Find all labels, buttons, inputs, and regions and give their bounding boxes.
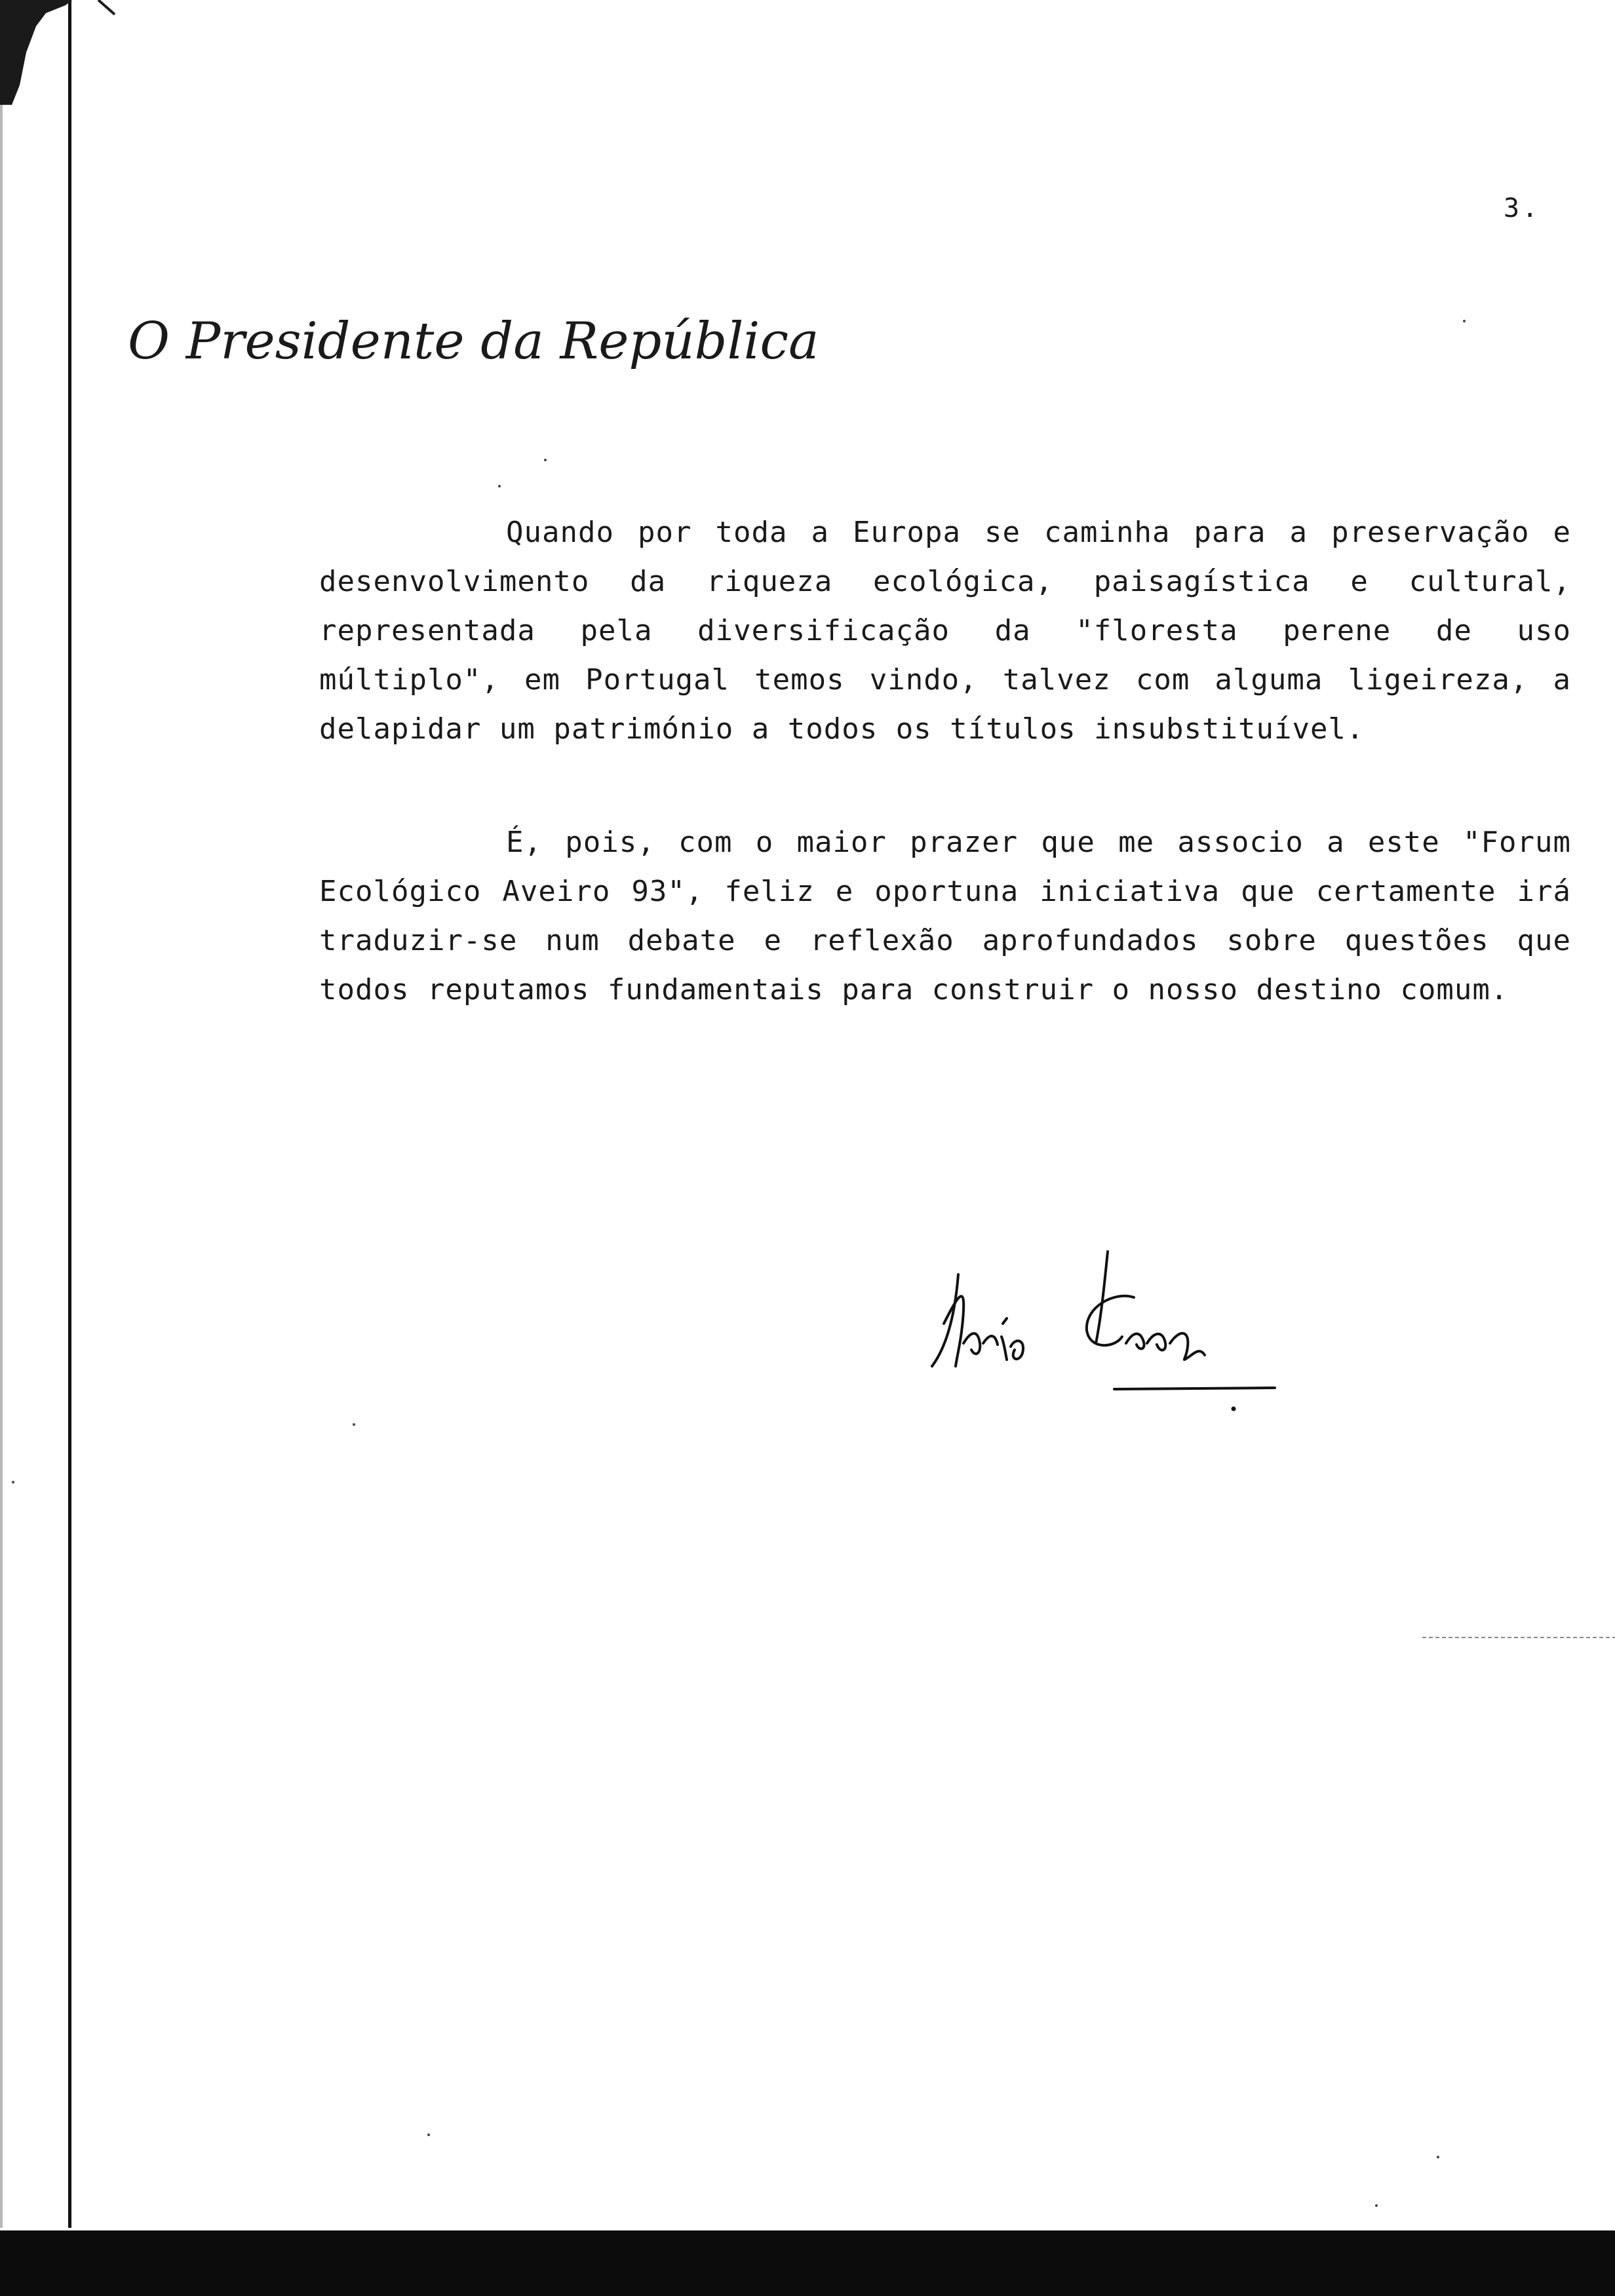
scan-bottom-edge — [0, 2230, 1615, 2296]
letter-body — [319, 508, 1571, 1079]
scan-dotted-line — [1422, 1637, 1615, 1638]
paragraph-2: É, pois, com o maior prazer que me associo a este "Forum Ecológico Aveiro 93", feliz e oportuna iniciativa que certamente irá traduzir-se num debate e reflexão aprofundados sobre questões que todos reputamos fundamentais para construir o nosso destino comum. — [319, 826, 1571, 1006]
scan-speck — [544, 459, 547, 461]
scan-speck — [1463, 320, 1466, 322]
scan-speck — [12, 1481, 14, 1483]
scan-speck — [427, 2133, 430, 2136]
scan-speck — [353, 1423, 355, 1426]
scan-binding-edge — [68, 0, 71, 2228]
paragraph-1: Quando por toda a Europa se caminha para a preservação e desenvolvimento da riqueza ecológica, paisagística e cultural, representada pela diversificação da "floresta perene de uso múltiplo", em Portugal temos vindo, talvez com alguma ligeireza, a delapidar um património a todos os títulos insubstituível. — [319, 516, 1571, 746]
scan-edge-shadow — [0, 0, 3, 2228]
letterhead — [128, 305, 819, 390]
letterhead-text: O Presidente da República — [128, 312, 819, 371]
scan-speck — [1375, 2204, 1378, 2207]
scan-speck — [498, 485, 501, 488]
handwritten-signature — [918, 1245, 1285, 1415]
scan-corner-mark — [0, 0, 79, 105]
scan-speck — [1437, 2156, 1439, 2158]
page-number: 3. — [1504, 193, 1541, 223]
signature — [918, 1245, 1285, 1415]
